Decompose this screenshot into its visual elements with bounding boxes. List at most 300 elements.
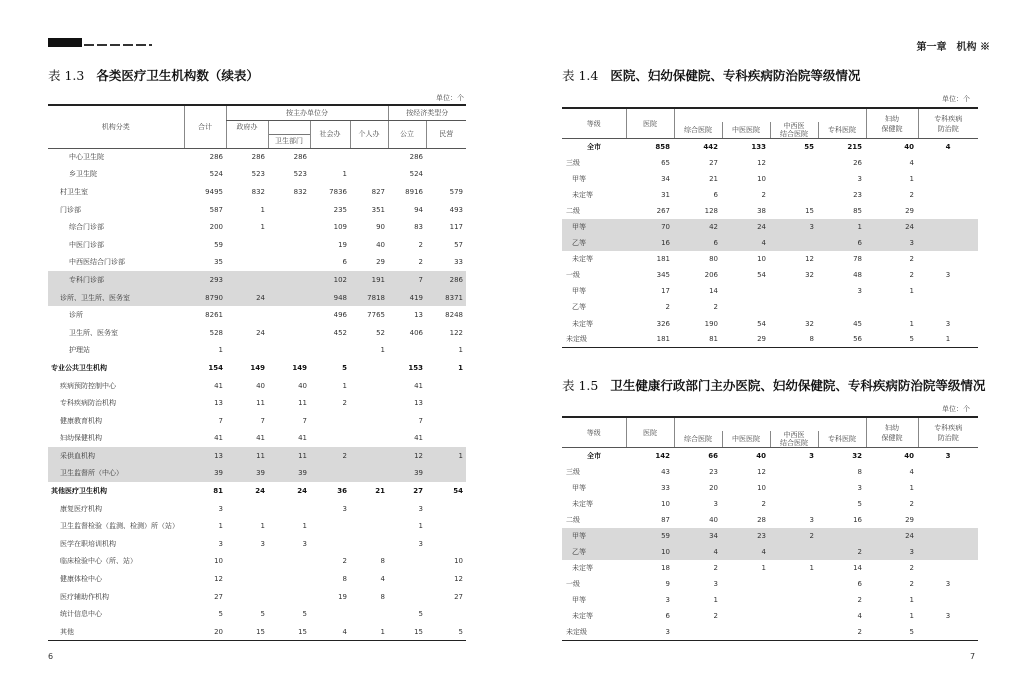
col-level: 等级 [562,417,626,448]
table-cell: 12 [388,447,426,465]
table-cell: 191 [350,271,388,289]
table-cell [268,342,310,360]
table-cell: 59 [626,528,674,544]
page-number: 6 [48,652,54,661]
table-cell: 3 [713,580,718,589]
row-label: 未定等 [572,499,593,508]
table-cell: 181 [656,255,670,264]
table-cell [350,166,388,184]
table-cell [226,553,268,571]
table-row [562,235,978,251]
table-cell: 286 [209,153,223,162]
table-cell: 442 [703,142,718,151]
table-cell: 1 [260,205,265,214]
table-cell: 3 [945,319,951,328]
row-label: 健康教育机构 [60,416,102,425]
table-cell: 2 [761,190,766,199]
table-title-text: 各类医疗卫生机构数（续表） [96,68,259,83]
table-cell [918,625,978,641]
table-cell: 19 [338,240,347,249]
table-row [562,139,978,155]
table-cell: 17 [661,287,670,296]
table-cell: 5 [302,610,307,619]
table-cell: 11 [226,447,268,465]
row-label: 二级 [566,206,580,215]
table-cell: 6 [857,580,862,589]
table-cell: 48 [853,271,862,280]
table-cell: 39 [388,465,426,483]
table-cell [722,608,770,624]
table-cell: 13 [214,399,223,408]
table-cell: 24 [256,328,265,337]
table-cell: 154 [208,363,223,372]
table-cell: 20 [184,623,226,641]
table-cell [426,500,466,518]
row-label: 甲等 [572,287,586,296]
table-cell: 2 [818,625,866,641]
table-cell: 52 [376,328,385,337]
table-cell: 587 [209,205,223,214]
col-disease: 专科疾病 防治院 [918,417,978,448]
table-cell: 1 [713,596,718,605]
table-cell: 85 [853,206,862,215]
table-cell: 5 [342,363,347,372]
table-cell: 43 [661,467,670,476]
table-row [562,299,978,315]
table-cell: 181 [626,332,674,348]
col-integrated: 中西医 结合医院 [770,431,818,448]
table-cell [818,528,866,544]
table-1-4-body [562,139,978,348]
row-label: 专科门诊部 [48,271,184,289]
table-cell: 1 [426,447,466,465]
table-cell: 13 [414,311,423,320]
col-hospital: 医院 [626,108,674,139]
row-label: 中医门诊部 [69,240,104,249]
table-cell: 215 [847,142,862,151]
table-cell [426,377,466,395]
table-cell [268,324,310,342]
table-cell [310,465,350,483]
table-cell: 21 [375,487,385,496]
table-cell: 3 [857,287,862,296]
page-number: 7 [970,652,976,661]
table-row [562,203,978,219]
table-cell: 2 [818,544,866,560]
table-cell: 11 [256,399,265,408]
table-cell: 286 [426,271,466,289]
row-label: 卫生监督检验（监测、检测）所（站） [60,522,179,531]
col-public: 公立 [388,120,426,148]
table-cell [268,201,310,219]
table-cell: 1 [260,522,265,531]
table-cell: 293 [184,271,226,289]
table-cell: 1 [809,564,814,573]
table-cell: 286 [293,153,307,162]
table-cell [770,155,818,171]
table-cell: 33 [661,483,670,492]
table-cell [770,464,818,480]
row-label: 医疗辅助作机构 [60,592,109,601]
table-row [48,430,466,448]
table-cell: 286 [251,153,265,162]
table-cell: 1 [909,287,914,296]
table-cell: 3 [302,539,307,548]
row-label: 采供血机构 [48,447,184,465]
table-cell: 24 [866,219,918,235]
table-cell: 13 [184,447,226,465]
table-cell: 3 [809,451,814,460]
table-cell [226,254,268,272]
table-cell [426,166,466,184]
table-cell: 3 [260,539,265,548]
table-cell: 128 [704,206,718,215]
table-cell [918,235,978,251]
table-cell: 832 [293,187,307,196]
table-cell: 2 [909,190,914,199]
table-cell: 2 [418,240,423,249]
table-cell: 39 [226,465,268,483]
table-cell: 40 [256,381,265,390]
row-label: 妇幼保健机构 [60,434,102,443]
table-cell: 6 [818,235,866,251]
table-cell: 11 [298,399,307,408]
table-cell: 2 [310,447,350,465]
table-cell: 12 [805,255,814,264]
table-cell [310,148,350,166]
table-cell: 27 [413,487,423,496]
table-cell [350,605,388,623]
table-cell: 20 [709,483,718,492]
table-cell: 12 [757,467,766,476]
row-label: 乡卫生院 [69,170,97,179]
table-row [562,171,978,187]
table-cell [226,306,268,324]
table-cell: 27 [709,158,718,167]
table-1-3-title [48,66,259,84]
table-row [562,608,978,624]
table-cell: 3 [218,539,223,548]
table-cell: 1 [918,332,978,348]
table-cell: 3 [218,504,223,513]
table-cell: 45 [853,319,862,328]
row-label: 疾病预防控制中心 [60,381,116,390]
table-cell [770,608,818,624]
chapter-header: 第一章 机构 ※ [916,42,990,53]
table-cell [918,528,978,544]
row-label: 中心卫生院 [69,153,104,162]
table-number: 表 1.3 [48,68,85,83]
row-label: 乙等 [572,303,586,312]
table-cell: 102 [310,271,350,289]
table-cell: 419 [388,289,426,307]
table-cell: 153 [408,363,423,372]
table-cell [268,570,310,588]
table-cell: 83 [414,223,423,232]
table-row [48,623,466,641]
table-cell: 40 [709,515,718,524]
table-row [48,166,466,184]
col-social: 社会办 [310,120,350,148]
table-cell: 190 [704,319,718,328]
table-row [48,570,466,588]
table-row [562,448,978,464]
table-cell: 41 [214,381,223,390]
row-label: 医学在职培训机构 [60,539,116,548]
table-row [48,535,466,553]
table-1-4-title [562,66,860,84]
table-cell: 10 [214,557,223,566]
row-label: 甲等 [572,483,586,492]
table-cell [426,412,466,430]
table-cell [918,203,978,219]
col-non-public: 民营 [426,120,466,148]
table-row [48,254,466,272]
table-cell: 10 [661,499,670,508]
table-cell: 66 [708,451,718,460]
header-dashes [84,44,152,46]
col-level: 等级 [562,108,626,139]
table-row [48,218,466,236]
row-label: 诊所、卫生所、医务室 [48,289,184,307]
table-row [48,148,466,166]
table-cell: 1 [458,346,463,355]
table-cell: 4 [722,235,770,251]
table-cell: 24 [297,487,307,496]
table-cell [268,289,310,307]
table-cell: 827 [371,187,385,196]
table-row [562,332,978,348]
table-cell: 4 [722,544,770,560]
table-row [48,201,466,219]
table-cell: 24 [255,487,265,496]
table-cell: 3 [945,451,951,460]
table-cell: 4 [945,142,951,151]
table-cell [918,251,978,267]
table-cell: 528 [209,328,223,337]
table-cell: 8 [857,467,862,476]
table-cell: 10 [757,255,766,264]
table-cell: 56 [818,332,866,348]
table-cell: 11 [268,447,310,465]
table-cell: 36 [337,487,347,496]
table-cell [268,254,310,272]
table-cell [388,570,426,588]
table-cell: 496 [333,311,347,320]
table-cell: 5 [418,610,423,619]
table-cell [426,535,466,553]
table-cell: 3 [713,499,718,508]
row-label: 甲等 [572,596,586,605]
table-cell: 29 [905,515,914,524]
table-cell: 1 [260,223,265,232]
table-cell [770,625,818,641]
table-row [48,236,466,254]
table-cell: 109 [333,223,347,232]
table-cell [350,447,388,465]
table-cell [866,299,918,315]
table-cell [426,430,466,448]
table-cell: 15 [805,206,814,215]
table-cell: 7818 [350,289,388,307]
table-cell: 6 [665,612,670,621]
table-cell [310,412,350,430]
table-cell [350,377,388,395]
col-gov: 政府办 [226,120,268,134]
table-cell: 87 [661,515,670,524]
table-cell: 38 [757,206,766,215]
row-label: 未定级 [562,332,626,348]
table-cell: 3 [945,580,951,589]
row-label: 全市 [587,142,601,151]
table-cell [918,496,978,512]
table-cell: 31 [661,190,670,199]
table-cell: 1 [218,522,223,531]
table-cell: 3 [665,596,670,605]
table-cell [918,283,978,299]
table-cell: 42 [674,219,722,235]
table-cell: 7 [418,416,423,425]
unit-label: 单位：个 [942,95,970,103]
table-number: 表 1.5 [562,378,599,393]
table-cell [350,394,388,412]
table-row [562,592,978,608]
table-cell: 8 [380,592,385,601]
table-cell: 122 [449,328,463,337]
table-cell: 65 [661,158,670,167]
row-label: 村卫生室 [60,187,88,196]
table-cell [918,299,978,315]
table-cell: 1 [380,346,385,355]
table-cell [918,480,978,496]
row-label: 乙等 [562,235,626,251]
table-cell: 24 [866,528,918,544]
table-row [48,359,466,377]
table-number: 表 1.4 [562,68,599,83]
table-cell: 39 [268,465,310,483]
table-cell [226,570,268,588]
table-cell [770,544,818,560]
row-label: 卫生所、医务室 [69,328,118,337]
table-row [48,377,466,395]
table-cell: 1 [350,623,388,641]
table-cell: 10 [454,557,463,566]
table-cell: 326 [656,319,670,328]
table-cell [310,342,350,360]
table-cell: 41 [298,434,307,443]
table-cell: 28 [757,515,766,524]
table-cell: 523 [251,170,265,179]
table-cell [426,465,466,483]
table-cell: 12 [757,158,766,167]
table-cell [918,155,978,171]
table-cell [350,148,388,166]
table-1-4 [562,107,978,348]
table-cell: 27 [454,592,463,601]
table-cell [722,625,770,641]
row-label: 护理站 [69,346,90,355]
table-cell: 8261 [205,311,223,320]
table-cell: 2 [770,528,818,544]
table-cell: 33 [454,258,463,267]
table-cell: 13 [414,399,423,408]
table-row [562,576,978,592]
table-cell: 21 [709,174,718,183]
table-1-5-body [562,448,978,641]
table-cell: 1 [909,596,914,605]
table-cell [268,553,310,571]
table-cell: 40 [376,240,385,249]
col-category: 机构分类 [48,106,184,148]
table-cell [918,219,978,235]
table-cell: 59 [214,240,223,249]
table-row [562,316,978,332]
table-cell: 1 [818,219,866,235]
table-cell: 16 [626,235,674,251]
table-row [48,517,466,535]
table-cell: 2 [713,303,718,312]
unit-label: 单位：个 [436,94,464,102]
table-cell: 2 [665,303,670,312]
table-cell: 200 [209,223,223,232]
table-cell: 81 [213,487,223,496]
table-cell: 29 [376,258,385,267]
table-cell: 523 [293,170,307,179]
table-cell: 1 [218,346,223,355]
table-cell: 1 [909,174,914,183]
table-cell [350,359,388,377]
row-label: 甲等 [562,219,626,235]
table-cell: 54 [757,271,766,280]
table-cell [674,625,722,641]
row-label: 诊所 [69,311,83,320]
table-cell [426,605,466,623]
table-cell: 39 [184,465,226,483]
row-label: 统计信息中心 [60,610,102,619]
table-row [562,283,978,299]
table-cell: 3 [945,612,951,621]
table-cell [310,605,350,623]
table-row [48,342,466,360]
table-cell: 2 [713,612,718,621]
row-label: 卫生监督所（中心） [48,465,184,483]
table-cell: 493 [449,205,463,214]
table-cell: 7 [260,416,265,425]
table-cell [770,171,818,187]
table-cell [426,394,466,412]
table-cell: 2 [909,580,914,589]
table-cell [770,187,818,203]
table-cell: 18 [661,564,670,573]
table-cell: 8 [342,575,347,584]
table-cell [770,299,818,315]
table-cell [918,187,978,203]
table-cell [226,271,268,289]
table-cell: 406 [409,328,423,337]
row-label: 未定级 [562,625,626,641]
row-label: 健康体检中心 [60,575,102,584]
table-row [48,412,466,430]
table-cell: 14 [709,287,718,296]
table-cell [226,588,268,606]
table-cell: 26 [853,158,862,167]
table-cell [268,500,310,518]
table-cell: 286 [409,153,423,162]
table-cell: 40 [756,451,766,460]
table-cell [770,235,818,251]
table-row [562,187,978,203]
table-cell: 3 [770,219,818,235]
